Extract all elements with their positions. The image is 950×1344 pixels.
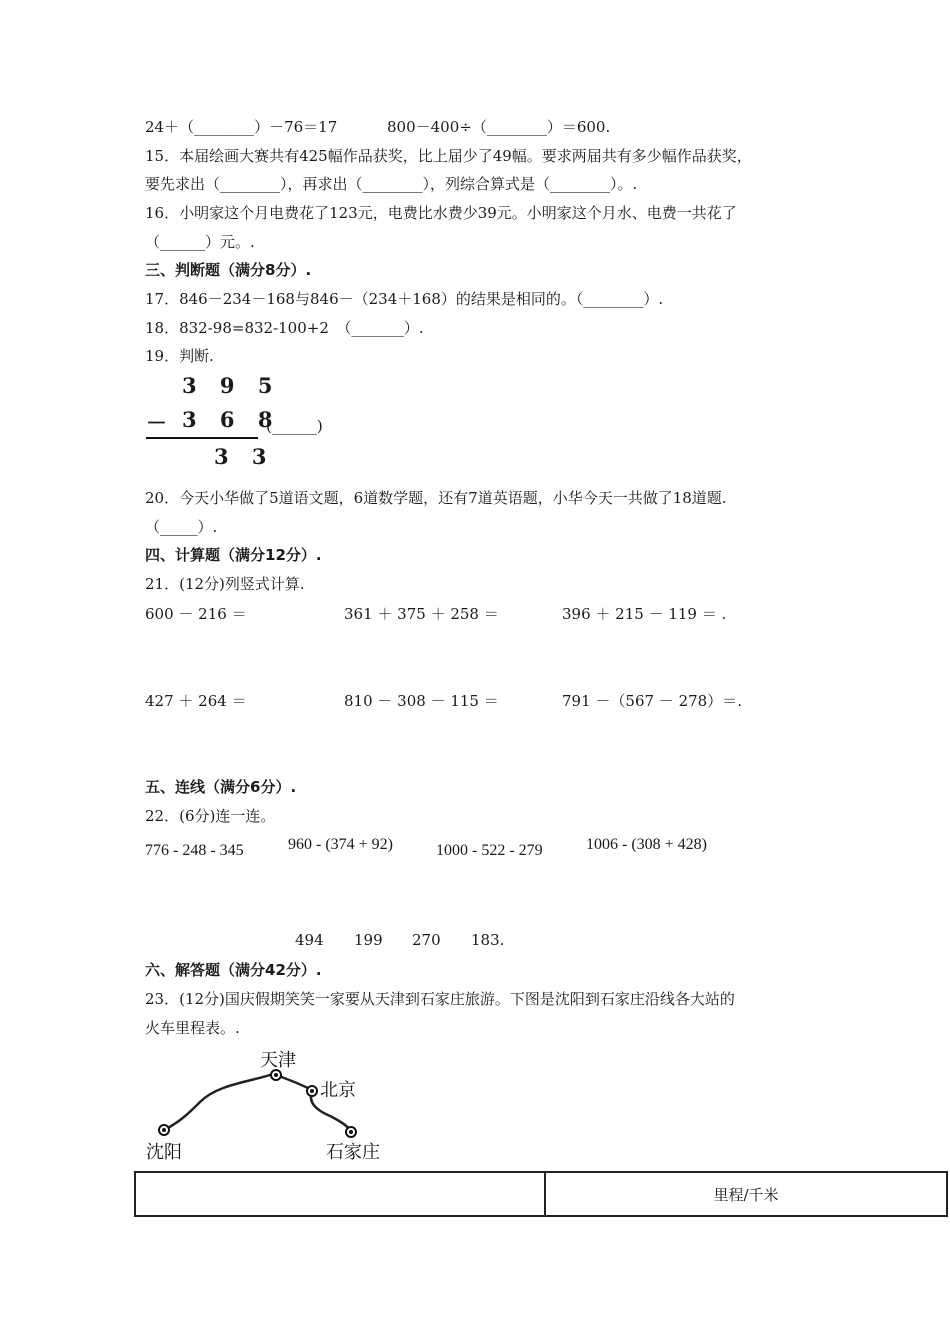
q15-line2: 要先求出（________），再求出（________），列综合算式是（________）。.: [145, 175, 638, 193]
q21-calc-2: 361 ＋ 375 ＋ 258 ＝: [344, 605, 499, 623]
q16-line1: 16．小明家这个月电费花了123元，电费比水费少39元。小明家这个月水、电费一共花了: [145, 204, 737, 222]
q22-label: 22．(6分)连一连。: [145, 807, 276, 825]
q21-calc-3: 396 ＋ 215 － 119 ＝ .: [562, 605, 727, 623]
route-shenyang-tianjin: [164, 1073, 278, 1130]
station-shijiazhuang: [346, 1127, 356, 1137]
section-5-heading: 五、连线（满分6分）.: [145, 778, 297, 796]
q19-rule: [146, 437, 258, 439]
q15-line1: 15．本届绘画大赛共有425幅作品获奖，比上届少了49幅。要求两届共有多少幅作品获奖，: [145, 147, 752, 165]
q20-line1: 20．今天小华做了5道语文题，6道数学题，还有7道英语题，小华今天一共做了18道题.: [145, 489, 727, 507]
q21-calc-4: 427 ＋ 264 ＝: [145, 692, 247, 710]
q19-row1: 3 9 5: [182, 373, 281, 398]
table-header-mileage: 里程/千米: [545, 1172, 947, 1216]
q23-line2: 火车里程表。.: [145, 1019, 240, 1037]
label-shenyang: 沈阳: [146, 1142, 182, 1163]
q20-line2: （_____）.: [145, 518, 218, 536]
q14-left: 24＋（________）－76＝17: [145, 118, 338, 136]
q23-line1: 23．(12分)国庆假期笑笑一家要从天津到石家庄旅游。下图是沈阳到石家庄沿线各大站的: [145, 990, 735, 1008]
q22-answer-1: 494: [295, 931, 324, 949]
table-header-station: [135, 1172, 545, 1216]
q22-answer-3: 270: [412, 931, 441, 949]
q22-expr-4: 1006 - (308 + 428): [586, 836, 708, 853]
q19-result: 3 3: [214, 444, 275, 469]
section-6-heading: 六、解答题（满分42分）.: [145, 961, 322, 979]
q22-expr-1: 776 - 248 - 345: [145, 842, 244, 859]
station-beijing: [307, 1086, 317, 1096]
q14-right: 800－400÷（________）＝600.: [387, 118, 611, 136]
label-shijiazhuang: 石家庄: [326, 1142, 380, 1163]
q17: 17．846－234－168与846－（234＋168）的结果是相同的。（________）.: [145, 290, 664, 308]
q21-label: 21．(12分)列竖式计算.: [145, 575, 305, 593]
label-tianjin: 天津: [260, 1050, 296, 1071]
table-row: [135, 1172, 947, 1216]
q22-answer-4: 183.: [471, 931, 505, 949]
railway-route-map: [140, 1040, 410, 1168]
q21-calc-5: 810 － 308 － 115 ＝: [344, 692, 499, 710]
q19-blank: (______): [266, 417, 323, 435]
section-4-heading: 四、计算题（满分12分）.: [145, 546, 322, 564]
q22-expr-3: 1000 - 522 - 279: [436, 842, 543, 859]
q22-expr-2: 960 - (374 + 92): [288, 836, 394, 853]
q19-operator: －: [146, 410, 167, 435]
q19-row2: 3 6 8: [182, 407, 281, 432]
q21-calc-6: 791 －（567 － 278）＝.: [562, 692, 742, 710]
mileage-table: [134, 1171, 948, 1217]
section-3-heading: 三、判断题（满分8分）.: [145, 261, 312, 279]
q21-calc-1: 600 － 216 ＝: [145, 605, 247, 623]
q18: 18．832-98=832-100+2 （_______）.: [145, 319, 424, 337]
q22-answer-2: 199: [354, 931, 383, 949]
q19-label: 19．判断.: [145, 347, 214, 365]
station-shenyang: [159, 1125, 169, 1135]
station-tianjin: [271, 1070, 281, 1080]
q16-line2: （______）元。.: [145, 233, 255, 251]
label-beijing: 北京: [320, 1080, 356, 1101]
